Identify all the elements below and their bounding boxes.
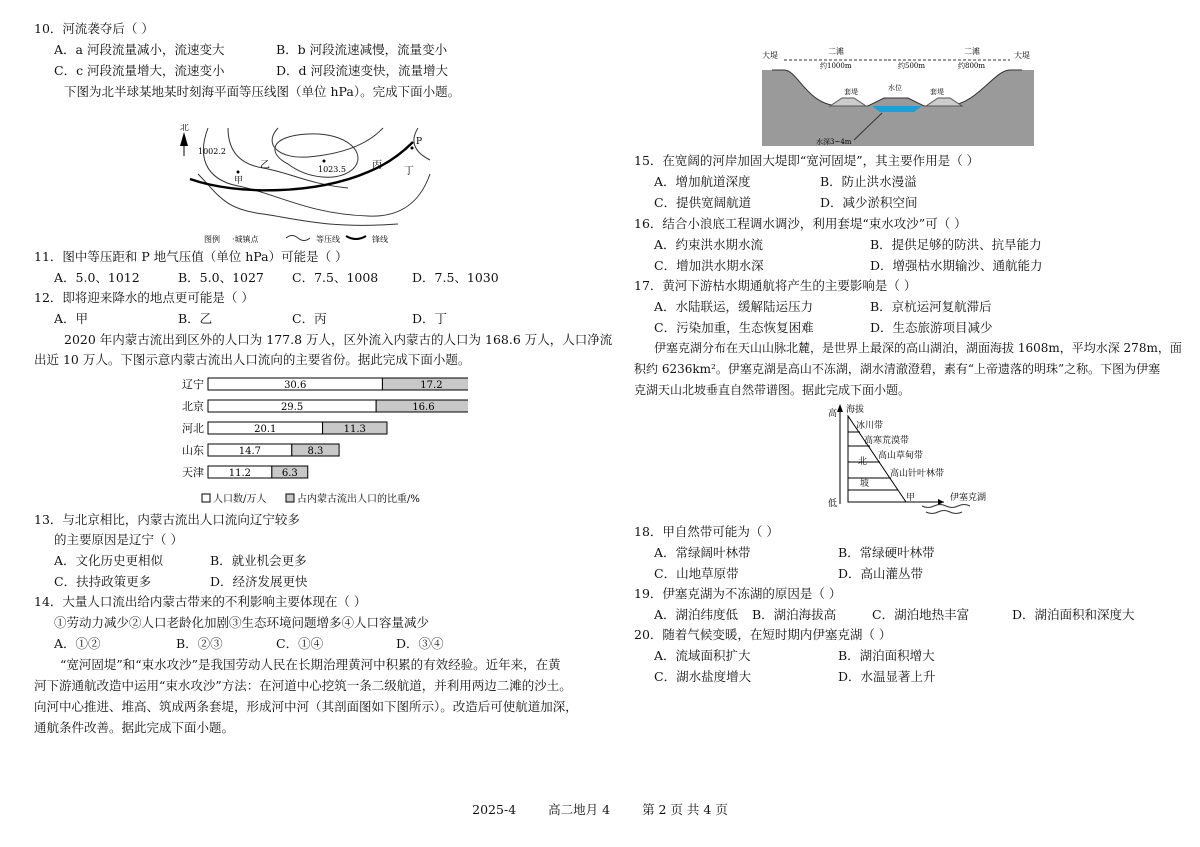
taodi-right-label: 套堤: [930, 88, 944, 96]
q12-option-c[interactable]: C．丙: [292, 311, 327, 326]
q10-stem: 10．河流袭夺后（ ）: [34, 21, 154, 36]
dadi-left-label: 大堤: [762, 51, 778, 60]
q16-option-c[interactable]: C．增加洪水期水深: [654, 258, 764, 273]
q13-option-d[interactable]: D．经济发展更快: [210, 574, 308, 589]
q17-stem: 17．黄河下游枯水期通航将产生的主要影响是（ ）: [634, 278, 917, 293]
legend-front: 锋线: [372, 235, 388, 244]
q18-option-b[interactable]: B．常绿硬叶林带: [838, 545, 935, 560]
lake-intro-2: 积约 6236km²。伊塞克湖是高山不冻湖，湖水清澈澄碧，素有“上帝遗落的明珠”之称。下图为伊塞: [634, 362, 1161, 376]
q13-option-b[interactable]: B．就业机会更多: [210, 553, 307, 568]
q11-option-a[interactable]: A．5.0、1012: [54, 270, 140, 285]
isobar-value-1002: 1002.2: [198, 147, 226, 156]
footer-title: 高二地月 4: [548, 802, 611, 817]
bar-value-label: 8.3: [307, 446, 324, 457]
zone-alpine-desert: 高寒荒漠带: [864, 436, 910, 446]
footer-code: 2025-4: [472, 802, 517, 817]
vertical-zone-diagram: [826, 402, 1006, 520]
bar-value-label: 29.5: [280, 402, 304, 413]
q16-option-d[interactable]: D．增强枯水期输沙、通航能力: [870, 258, 1043, 273]
q11-option-d[interactable]: D．7.5、1030: [412, 270, 499, 285]
page-footer: [0, 800, 1200, 818]
q17-option-d[interactable]: D．生态旅游项目减少: [870, 320, 993, 335]
q15-option-a[interactable]: A．增加航道深度: [654, 174, 751, 189]
slope-bei: 北: [858, 457, 868, 467]
ertan-right-label: 二滩: [964, 47, 980, 56]
lake-label: 伊塞克湖: [950, 493, 987, 503]
river-intro-1: “宽河固堤”和“束水攻沙”是我国劳动人民在长期治理黄河中积累的有效经验。近年来，在黄: [60, 657, 561, 672]
q10-option-c[interactable]: C．c 河段流量增大，流速变小: [54, 63, 225, 78]
legend-title: 图例: [204, 235, 220, 244]
legend-label: 占内蒙古流出人口的比重/%: [297, 494, 420, 505]
category-label: 河北: [182, 422, 204, 435]
legend-city: ·城镇点: [232, 235, 259, 244]
q12-option-d[interactable]: D．丁: [412, 311, 448, 326]
legend-swatch: [286, 494, 294, 502]
q19-option-d[interactable]: D．湖泊面积和深度大: [1012, 607, 1135, 622]
q18-option-d[interactable]: D．高山灌丛带: [838, 566, 924, 581]
q15-option-c[interactable]: C．提供宽阔航道: [654, 195, 752, 210]
category-label: 天津: [182, 466, 204, 479]
footer-page: 第 2 页 共 4 页: [642, 802, 728, 817]
isobar-value-1023: 1023.5: [318, 165, 346, 174]
q19-option-a[interactable]: A．湖泊纬度低: [654, 607, 739, 622]
place-p: P: [416, 137, 423, 147]
river-intro-3: 向河中心推进、堆高、筑成两条套堤，形成河中河（其剖面图如下图所示）。改造后可使航道加深，: [34, 699, 578, 714]
q12-option-a[interactable]: A．甲: [54, 311, 89, 326]
bar-value-label: 11.2: [228, 468, 252, 479]
q12-option-b[interactable]: B．乙: [178, 311, 213, 326]
q14-option-d[interactable]: D．③④: [396, 636, 444, 651]
q18-option-a[interactable]: A．常绿阔叶林带: [654, 545, 751, 560]
q13-option-a[interactable]: A．文化历史更相似: [54, 553, 164, 568]
water-depth-label: 水深3~4m: [816, 138, 852, 146]
zone-conifer: 高山针叶林带: [890, 469, 945, 479]
legend-isobar: 等压线: [316, 235, 340, 244]
q15-option-d[interactable]: D．减少淤积空间: [820, 195, 918, 210]
taodi-left-label: 套堤: [844, 88, 858, 96]
north-label: 北: [180, 124, 190, 133]
q17-option-c[interactable]: C．污染加重，生态恢复困难: [654, 320, 814, 335]
q12-stem: 12．即将迎来降水的地点更可能是（ ）: [34, 290, 254, 305]
q11-option-b[interactable]: B．5.0、1027: [178, 270, 264, 285]
channel-water: [872, 106, 922, 112]
river-intro-4: 通航条件改善。据此完成下面小题。: [34, 720, 235, 735]
ertan-left-label: 二滩: [828, 47, 844, 56]
q13-stem-1: 13．与北京相比，内蒙古流出人口流向辽宁较多: [34, 512, 300, 527]
q18-stem: 18．甲自然带可能为（ ）: [634, 524, 779, 539]
river-cross-section: [758, 44, 1038, 146]
q17-option-a[interactable]: A．水陆联运，缓解陆运压力: [654, 299, 814, 314]
zone-jia: 甲: [906, 493, 916, 503]
bar-value-label: 16.6: [412, 402, 435, 413]
q14-option-a[interactable]: A．①②: [54, 636, 101, 651]
lake-intro-3: 克湖天山北坡垂直自然带谱图。据此完成下面小题。: [634, 383, 911, 397]
population-intro-1: 2020 年内蒙古流出到区外的人口为 177.8 万人，区外流入内蒙古的人口为 168.6 万人，人口净流: [64, 332, 613, 347]
category-label: 山东: [182, 444, 204, 457]
bar-value-label: 17.2: [420, 380, 443, 391]
bar-value-label: 30.6: [284, 380, 307, 391]
place-bing: 丙: [372, 160, 382, 171]
isobar-intro: 下图为北半球某地某时刻海平面等压线图（单位 hPa）。完成下面小题。: [64, 84, 461, 99]
legend-swatch: [202, 494, 210, 502]
q20-option-b[interactable]: B．湖泊面积增大: [838, 648, 935, 663]
category-label: 辽宁: [182, 378, 204, 391]
q10-option-d[interactable]: D．d 河段流速变快，流量增大: [276, 63, 448, 78]
q16-stem: 16．结合小浪底工程调水调沙，利用套堤“束水攻沙”可（ ）: [634, 216, 967, 231]
river-intro-2: 河下游通航改造中运用“束水攻沙”方法：在河道中心挖筑一条二级航道，并利用两边二滩的沙土。: [34, 678, 572, 693]
width-left: 约1000m: [820, 62, 852, 70]
q20-option-d[interactable]: D．水温显著上升: [838, 669, 936, 684]
q20-stem: 20．随着气候变暖，在短时期内伊塞克湖（ ）: [634, 627, 892, 642]
q15-option-b[interactable]: B．防止洪水漫溢: [820, 174, 917, 189]
q11-option-c[interactable]: C．7.5、1008: [292, 270, 379, 285]
population-bar-chart: [168, 372, 468, 508]
q19-stem: 19．伊塞克湖为不冻湖的原因是（ ）: [634, 586, 842, 601]
axis-haiba: 海拔: [846, 405, 865, 415]
q15-stem: 15．在宽阔的河岸加固大堤即“宽河固堤”，其主要作用是（ ）: [634, 153, 980, 168]
bar-value-label: 20.1: [254, 424, 277, 435]
q17-option-b[interactable]: B．京杭运河复航滞后: [870, 299, 992, 314]
population-intro-2: 出近 10 万人。下图示意内蒙古流出人口流向的主要省份。据此完成下面小题。: [34, 352, 471, 367]
q14-stem: 14．大量人口流出给内蒙古带来的不利影响主要体现在（ ）: [34, 594, 367, 609]
width-center: 约500m: [898, 62, 925, 70]
q19-option-c[interactable]: C．湖泊地热丰富: [872, 607, 970, 622]
place-ding: 丁: [404, 166, 414, 177]
dadi-right-label: 大堤: [1014, 51, 1030, 60]
q16-option-b[interactable]: B．提供足够的防洪、抗旱能力: [870, 237, 1042, 252]
axis-low: 低: [828, 499, 838, 509]
slope-po: 坡: [860, 479, 870, 489]
legend-label: 人口数/万人: [213, 494, 267, 505]
bar-value-label: 6.3: [281, 468, 298, 479]
q14-option-b[interactable]: B．②③: [176, 636, 223, 651]
place-yi: 乙: [260, 160, 270, 171]
isobar-map: [168, 124, 434, 248]
q11-stem: 11．图中等压距和 P 地气压值（单位 hPa）可能是（ ）: [34, 249, 348, 264]
q10-option-a[interactable]: A．a 河段流量减小，流速变大: [54, 42, 225, 57]
q13-stem-2: 的主要原因是辽宁（ ）: [54, 532, 183, 547]
q14-items: ①劳动力减少②人口老龄化加剧③生态环境问题增多④人口容量减少: [54, 615, 430, 630]
q16-option-a[interactable]: A．约束洪水期水流: [654, 237, 764, 252]
bar-value-label: 14.7: [238, 446, 262, 457]
q19-option-b[interactable]: B．湖泊海拔高: [752, 607, 837, 622]
lake-intro-1: 伊塞克湖分布在天山山脉北麓，是世界上最深的高山湖泊，湖面海拔 1608m，平均水深 278m，面: [654, 341, 1182, 355]
zone-alpine-meadow: 高山草甸带: [878, 451, 924, 461]
zone-glacier: 冰川带: [856, 421, 884, 431]
q20-option-c[interactable]: C．湖水盐度增大: [654, 669, 752, 684]
width-right: 约800m: [958, 62, 985, 70]
q14-option-c[interactable]: C．①④: [276, 636, 324, 651]
q13-option-c[interactable]: C．扶持政策更多: [54, 574, 152, 589]
q20-option-a[interactable]: A．流域面积扩大: [654, 648, 751, 663]
q10-option-b[interactable]: B．b 河段流速减慢，流量变小: [276, 42, 448, 57]
q18-option-c[interactable]: C．山地草原带: [654, 566, 739, 581]
water-level-label: 水位: [888, 84, 902, 92]
up-arrow-icon: [837, 404, 843, 412]
category-label: 北京: [182, 400, 204, 413]
axis-high: 高: [828, 409, 838, 419]
place-jia: 甲: [234, 176, 244, 186]
bar-value-label: 11.3: [343, 424, 366, 435]
